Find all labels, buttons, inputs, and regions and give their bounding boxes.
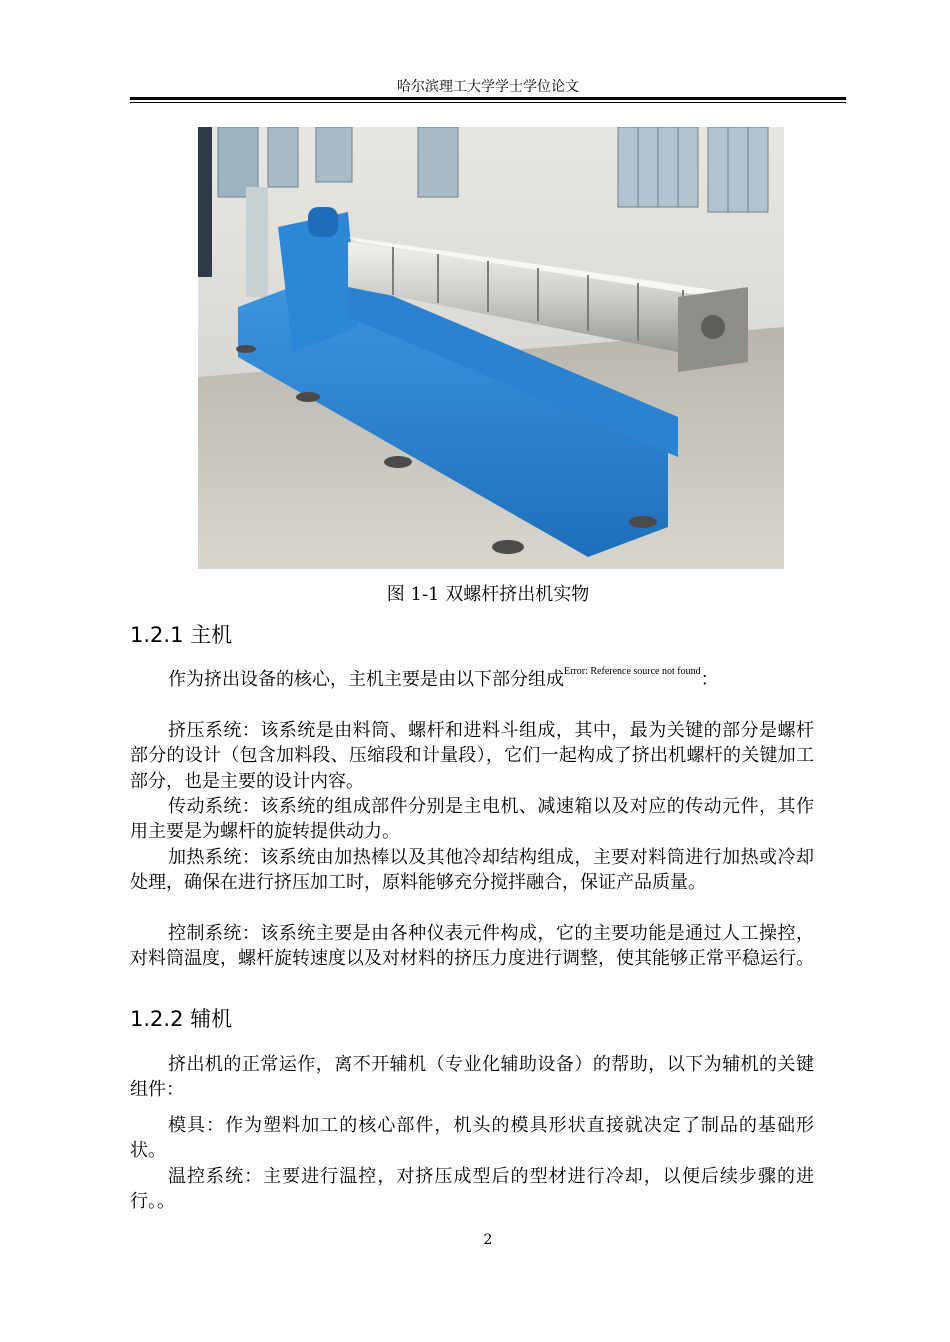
header-rule-thick	[130, 97, 846, 100]
heading-auxiliary-machine: 1.2.2 辅机	[130, 1007, 233, 1031]
header-rule-thin	[130, 102, 846, 103]
paragraph-control-system: 控制系统：该系统主要是由各种仪表元件构成，它的主要功能是通过人工操控，对料筒温度，螺杆旋转速度以及对材料的挤压力度进行调整，使其能够正常平稳运行。	[130, 923, 814, 970]
page-number: 2	[483, 1232, 493, 1248]
paragraph-drive-system: 传动系统：该系统的组成部件分别是主电机、减速箱以及对应的传动元件，其作用主要是为螺杆的旋转提供动力。	[130, 796, 814, 843]
figure-caption: 图 1-1 双螺杆挤出机实物	[386, 584, 590, 605]
paragraph-extrusion-system: 挤压系统：该系统是由料筒、螺杆和进料斗组成，其中，最为关键的部分是螺杆部分的设计（包含加料段、压缩段和计量段），它们一起构成了挤出机螺杆的关键加工部分，也是主要的设计内容。	[130, 720, 814, 792]
paragraph-heating-system: 加热系统：该系统由加热棒以及其他冷却结构组成，主要对料筒进行加热或冷却处理，确保在进行挤压加工时，原料能够充分搅拌融合，保证产品质量。	[130, 847, 814, 894]
paragraph-temperature-control: 温控系统：主要进行温控，对挤压成型后的型材进行冷却，以便后续步骤的进行。。	[130, 1166, 814, 1213]
paragraph-main-intro	[130, 667, 814, 692]
heading-main-machine: 1.2.1 主机	[130, 623, 233, 647]
main-intro-colon: ：	[700, 669, 719, 690]
paragraph-mold: 模具：作为塑料加工的核心部件，机头的模具形状直接就决定了制品的基础形状。	[130, 1115, 814, 1162]
main-intro-text: 作为挤出设备的核心，主机主要是由以下部分组成	[168, 669, 564, 690]
extruder-photo	[198, 127, 784, 569]
reference-error: Error: Reference source not found	[564, 666, 701, 677]
paragraph-auxiliary-intro: 挤出机的正常运作，离不开辅机（专业化辅助设备）的帮助，以下为辅机的关键组件：	[130, 1054, 814, 1101]
running-header: 哈尔滨理工大学学士学位论文	[397, 79, 579, 95]
